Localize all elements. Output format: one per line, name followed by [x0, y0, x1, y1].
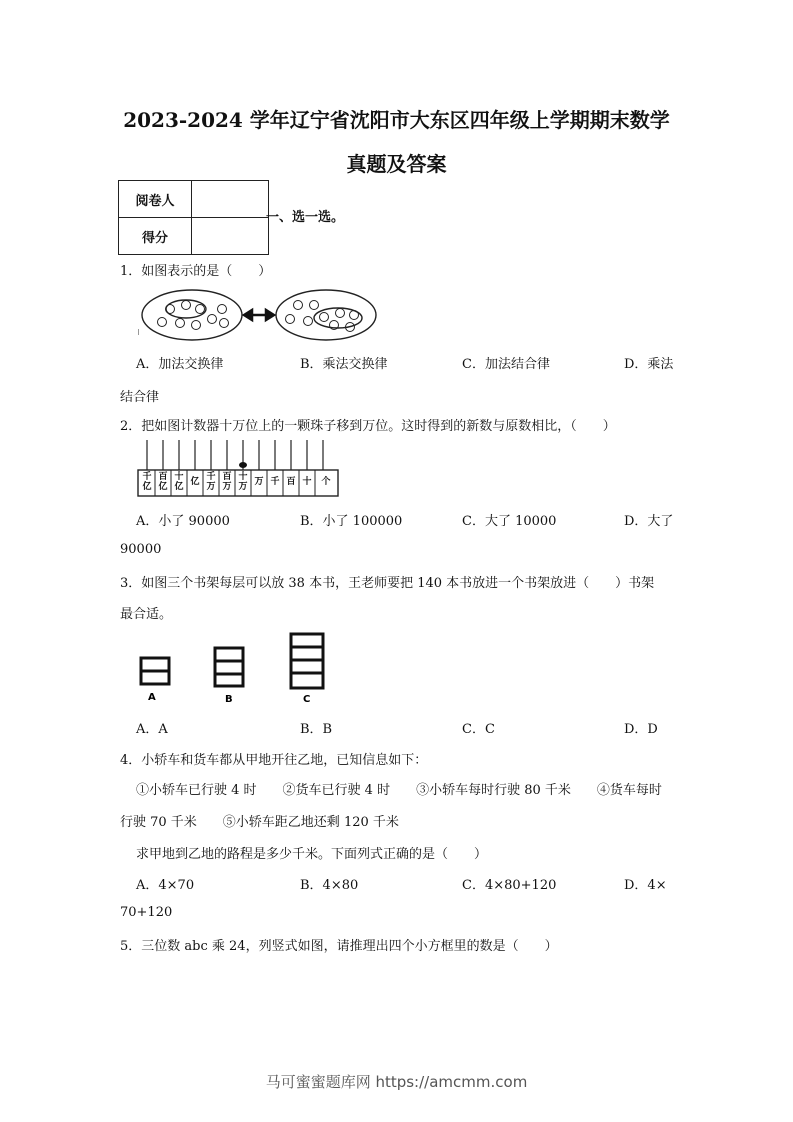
q3-bookshelves — [135, 630, 335, 705]
q4-info-line1: ①小轿车已行驶 4 时 ②货车已行驶 4 时 ③小轿车每时行驶 80 千米 ④货车每时 — [136, 783, 662, 798]
page-title-line2: 真题及答案 — [346, 152, 447, 176]
q5-stem: 5．三位数 abc 乘 24，列竖式如图，请推理出四个小方框里的数是（ ） — [120, 939, 558, 954]
q4-stem: 4．小轿车和货车都从甲地开往乙地，已知信息如下： — [120, 753, 428, 768]
q3-option-c[interactable]: C．C — [462, 722, 495, 737]
q2-abacus — [135, 440, 345, 498]
shelf-label-c: C — [303, 694, 311, 705]
abacus-label-8: 千 — [270, 477, 280, 487]
shelf-b — [215, 648, 243, 686]
q1-option-d-wrap: 结合律 — [120, 390, 160, 405]
q2-option-d[interactable]: D．大了 — [624, 514, 674, 529]
q1-left-oval — [142, 290, 242, 340]
reviewer-cell[interactable] — [192, 181, 269, 218]
q1-option-d[interactable]: D．乘法 — [624, 357, 674, 372]
shelf-label-a: A — [148, 692, 156, 703]
q3-option-a[interactable]: A．A — [136, 722, 168, 737]
abacus-label-7: 万 — [254, 477, 264, 487]
q1-double-arrow — [244, 310, 274, 320]
q4-info-line2: 行驶 70 千米 ⑤小轿车距乙地还剩 120 千米 — [120, 815, 399, 830]
abacus-label-1: 百亿 — [158, 472, 168, 492]
abacus-label-3: 亿 — [190, 477, 200, 487]
q4-option-c[interactable]: C．4×80+120 — [462, 878, 557, 893]
q2-stem: 2．把如图计数器十万位上的一颗珠子移到万位。这时得到的新数与原数相比，（ ） — [120, 419, 616, 434]
shelf-label-b: B — [225, 694, 233, 705]
q3-option-d[interactable]: D．D — [624, 722, 658, 737]
q2-bead — [239, 462, 247, 468]
q3-stem-line2: 最合适。 — [120, 607, 173, 622]
q1-option-a[interactable]: A．加法交换律 — [136, 357, 224, 372]
abacus-label-2: 十亿 — [174, 472, 184, 492]
q3-stem: 3．如图三个书架每层可以放 38 本书，王老师要把 140 本书放进一个书架放进（ ）书架 — [120, 576, 655, 591]
abacus-label-4: 千万 — [206, 472, 216, 492]
score-label: 得分 — [119, 218, 192, 255]
q3-option-b[interactable]: B．B — [300, 722, 333, 737]
footer-watermark: 马可蜜蜜题库网 https://amcmm.com — [265, 1073, 528, 1091]
q1-figure — [138, 287, 384, 347]
q4-option-a[interactable]: A．4×70 — [136, 878, 195, 893]
q2-option-a[interactable]: A．小了 90000 — [136, 514, 230, 529]
q1-option-c[interactable]: C．加法结合律 — [462, 357, 550, 372]
q4-option-b[interactable]: B．4×80 — [300, 878, 359, 893]
score-table — [118, 180, 269, 255]
section-heading: 一、选一选。 — [266, 210, 345, 225]
q4-ask: 求甲地到乙地的路程是多少千米。下面列式正确的是（ ） — [136, 847, 488, 862]
reviewer-label: 阅卷人 — [119, 181, 192, 218]
abacus-label-5: 百万 — [222, 472, 232, 492]
abacus-label-11: 个 — [321, 477, 331, 487]
q4-option-d-wrap: 70+120 — [120, 905, 173, 920]
q1-option-b[interactable]: B．乘法交换律 — [300, 357, 388, 372]
abacus-label-9: 百 — [286, 477, 296, 487]
q2-option-b[interactable]: B．小了 100000 — [300, 514, 403, 529]
page-title-line1: 2023-2024 学年辽宁省沈阳市大东区四年级上学期期末数学 — [123, 108, 670, 132]
q1-stem: 1．如图表示的是（ ） — [120, 264, 272, 279]
score-cell[interactable] — [192, 218, 269, 255]
abacus-label-6: 十万 — [238, 472, 248, 492]
q4-option-d[interactable]: D．4× — [624, 878, 667, 893]
abacus-label-10: 十 — [302, 477, 312, 487]
abacus-label-0: 千亿 — [142, 472, 152, 492]
q2-option-c[interactable]: C．大了 10000 — [462, 514, 557, 529]
q2-option-d-wrap: 90000 — [120, 542, 162, 557]
